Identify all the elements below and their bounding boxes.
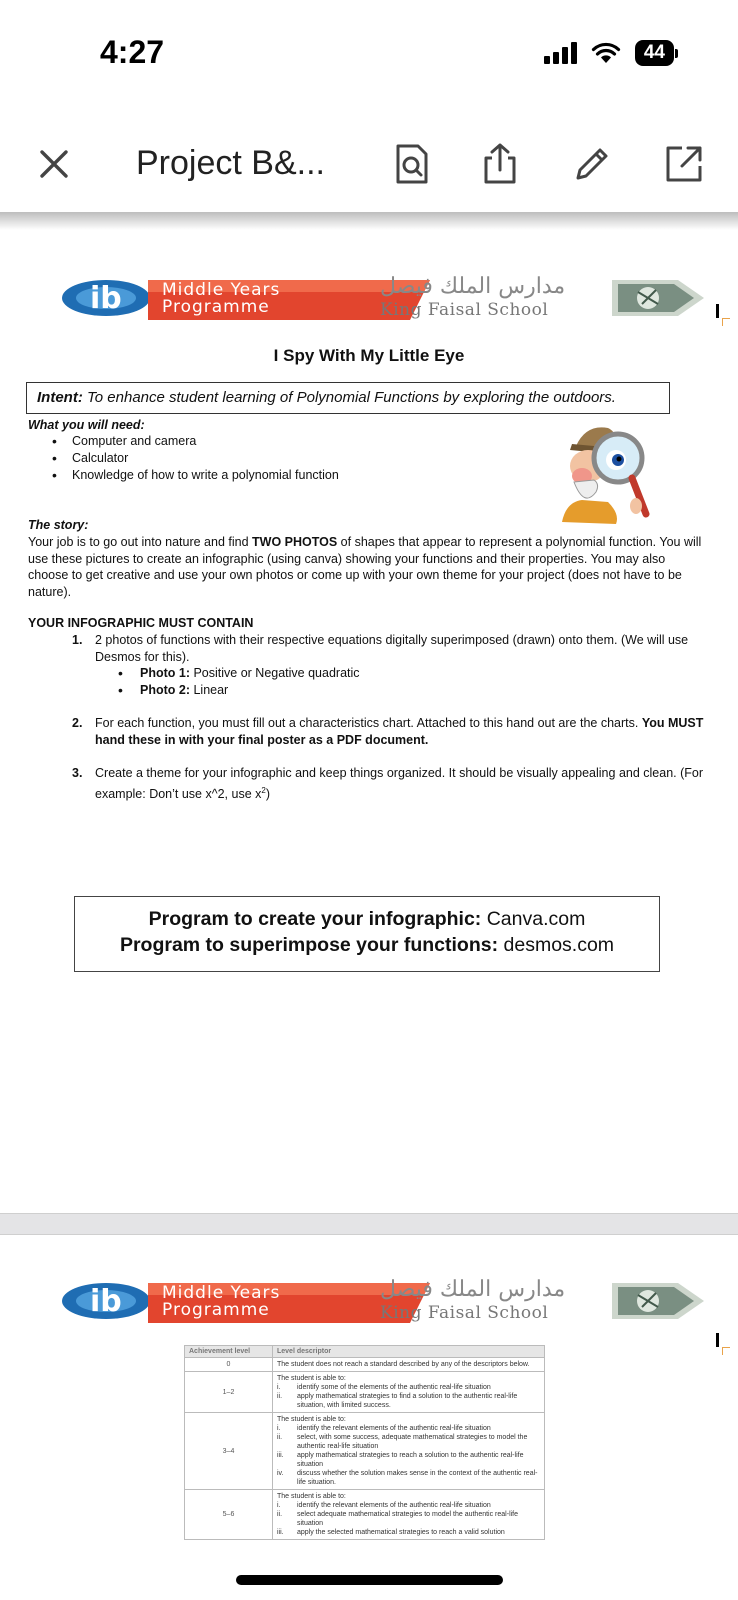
school-emblem-icon bbox=[608, 1275, 708, 1325]
document-page-2 bbox=[0, 1235, 738, 1600]
ib-logo-icon bbox=[60, 1279, 160, 1323]
table-row bbox=[185, 1358, 545, 1372]
descriptor-item: iii. apply the selected mathematical strategies to reach a valid solution bbox=[277, 1529, 505, 1536]
list-item: • Photo 1: Positive or Negative quadratic bbox=[118, 666, 360, 683]
viewer-toolbar bbox=[0, 118, 738, 216]
open-external-icon[interactable] bbox=[662, 142, 706, 186]
list-item: • Computer and camera bbox=[52, 434, 339, 451]
achievement-level: 3–4 bbox=[185, 1413, 273, 1490]
share-icon[interactable] bbox=[478, 142, 522, 186]
document-heading: I Spy With My Little Eye bbox=[273, 346, 465, 365]
rubric-table bbox=[184, 1345, 545, 1540]
descriptor-item: ii. select adequate mathematical strategies to model the authentic real-life situation bbox=[277, 1511, 519, 1527]
table-row bbox=[185, 1372, 545, 1413]
home-indicator[interactable] bbox=[236, 1575, 503, 1585]
photo-requirements-list bbox=[118, 666, 360, 700]
descriptor-item: iii. apply mathematical strategies to reach a solution to the authentic real-life situation bbox=[277, 1452, 524, 1468]
intent-text: To enhance student learning of Polynomial Functions by exploring the outdoors. bbox=[87, 389, 616, 406]
battery-level: 44 bbox=[635, 40, 674, 66]
descriptor-item: ii. apply mathematical strategies to find a solution to the authentic real-life situation, with limited success. bbox=[277, 1393, 518, 1409]
cursor-mark bbox=[716, 304, 719, 318]
descriptor-item: i. identify the relevant elements of the authentic real-life situation bbox=[277, 1502, 491, 1509]
achievement-level: 1–2 bbox=[185, 1372, 273, 1413]
level-descriptor bbox=[273, 1490, 545, 1540]
descriptor-item: i. identify the relevant elements of the authentic real-life situation bbox=[277, 1425, 491, 1432]
materials-heading: What you will need: bbox=[28, 418, 145, 432]
level-descriptor bbox=[273, 1358, 545, 1372]
close-icon[interactable] bbox=[34, 144, 74, 184]
story-heading: The story: bbox=[28, 518, 89, 532]
svg-text:ib: ib bbox=[90, 281, 122, 316]
descriptor-intro: The student does not reach a standard described by any of the descriptors below. bbox=[277, 1361, 530, 1368]
page-separator bbox=[0, 1213, 738, 1235]
achievement-level: 5–6 bbox=[185, 1490, 273, 1540]
rubric-header-descriptor: Level descriptor bbox=[273, 1346, 545, 1358]
descriptor-intro: The student is able to: bbox=[277, 1493, 346, 1500]
rubric-header-level: Achievement level bbox=[185, 1346, 273, 1358]
program-box: Program to create your infographic: Canva.com Program to superimpose your functions: desmos.com bbox=[74, 896, 660, 972]
descriptor-item: i. identify some of the elements of the authentic real-life situation bbox=[277, 1384, 491, 1391]
intent-box bbox=[26, 382, 670, 414]
list-item: • Knowledge of how to write a polynomial function bbox=[52, 468, 339, 485]
level-descriptor bbox=[273, 1413, 545, 1490]
edit-pencil-icon[interactable] bbox=[570, 142, 614, 186]
table-row bbox=[185, 1413, 545, 1490]
story-paragraph: Your job is to go out into nature and find TWO PHOTOS of shapes that appear to represent a polynomial function. You will use these pictures to create an infographic (using canva) showing your functions and their properties. You may also choose to get creative and use your own photos or come up with your own theme for your project (does not have to be nature). bbox=[28, 535, 702, 599]
find-in-document-icon[interactable] bbox=[390, 142, 434, 186]
list-item: • Photo 2: Linear bbox=[118, 683, 360, 700]
status-time: 4:27 bbox=[100, 34, 165, 70]
school-header-banner bbox=[60, 1275, 710, 1331]
requirement-item-2: 2. For each function, you must fill out a characteristics chart. Attached to this hand out are the charts. You MUST hand these in with your final poster as a PDF document. bbox=[72, 716, 704, 747]
intent-label: Intent: bbox=[37, 389, 83, 406]
school-emblem-icon bbox=[608, 272, 708, 322]
school-name: King Faisal School bbox=[380, 300, 549, 320]
myp-logo-text: Middle Years Programme bbox=[162, 280, 281, 317]
school-name-arabic: مدارس الملك فيصل bbox=[380, 1277, 566, 1302]
battery-icon bbox=[635, 40, 678, 66]
level-descriptor bbox=[273, 1372, 545, 1413]
requirement-item-3: 3. Create a theme for your infographic and keep things organized. It should be visually appealing and clean. (For example: Don’t use x^2, use $x^2$) bbox=[72, 766, 704, 802]
cursor-mark bbox=[716, 1333, 719, 1347]
table-row bbox=[185, 1490, 545, 1540]
descriptor-intro: The student is able to: bbox=[277, 1416, 346, 1423]
descriptor-item: ii. select, with some success, adequate mathematical strategies to model the authentic real-life situation bbox=[277, 1434, 528, 1450]
materials-list bbox=[52, 434, 339, 485]
school-name: King Faisal School bbox=[380, 1303, 549, 1323]
ib-logo-icon bbox=[60, 276, 160, 320]
school-header-banner bbox=[60, 272, 710, 328]
document-page-1 bbox=[0, 230, 738, 1215]
svg-text:ib: ib bbox=[90, 1284, 122, 1319]
requirement-item-1: 1. 2 photos of functions with their respective equations digitally superimposed (drawn) onto them. (We will use Desmos for this). bbox=[72, 633, 689, 664]
descriptor-intro: The student is able to: bbox=[277, 1375, 346, 1382]
detective-magnifier-illustration bbox=[556, 418, 656, 528]
status-bar bbox=[0, 0, 738, 100]
myp-logo-text: Middle Years Programme bbox=[162, 1283, 281, 1320]
cellular-signal-icon bbox=[544, 42, 577, 64]
school-name-arabic: مدارس الملك فيصل bbox=[380, 274, 566, 299]
achievement-level: 0 bbox=[185, 1358, 273, 1372]
requirements-heading: YOUR INFOGRAPHIC MUST CONTAIN bbox=[28, 616, 254, 630]
wifi-icon bbox=[591, 42, 621, 64]
document-title: Project B&... bbox=[136, 144, 325, 182]
list-item: • Calculator bbox=[52, 451, 339, 468]
descriptor-item: iv. discuss whether the solution makes sense in the context of the authentic real-life situation. bbox=[277, 1470, 538, 1486]
